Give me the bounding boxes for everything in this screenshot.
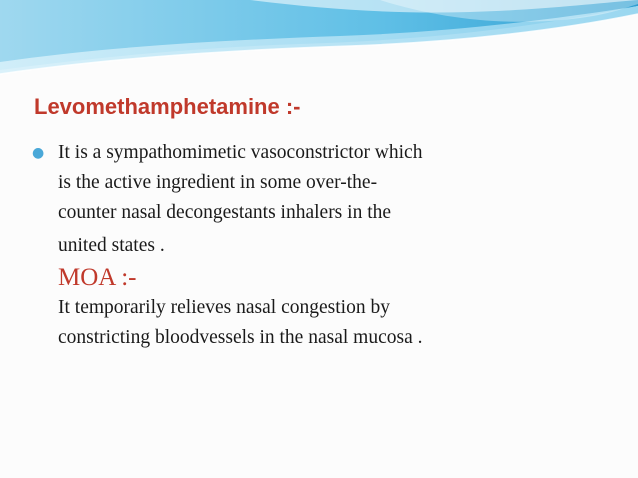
moa-heading: MOA :-: [58, 264, 137, 291]
bullet-line-4: united states .: [58, 235, 165, 256]
bullet-line-3: counter nasal decongestants inhalers in the: [58, 202, 392, 223]
bullet-item: [28, 138, 618, 353]
slide-title: Levomethamphetamine :-: [34, 94, 301, 119]
bullet-line-2: is the active ingredient in some over-the-: [58, 172, 378, 193]
moa-line-1: It temporarily relieves nasal congestion by: [58, 297, 390, 318]
slide-body: [28, 138, 618, 353]
bullet-line-1: It is a sympathomimetic vasoconstrictor which: [58, 142, 423, 163]
bullet-dot-icon: ●: [32, 145, 45, 161]
header-wave-decoration: [0, 0, 638, 80]
moa-line-2: constricting bloodvessels in the nasal mucosa .: [58, 327, 423, 348]
